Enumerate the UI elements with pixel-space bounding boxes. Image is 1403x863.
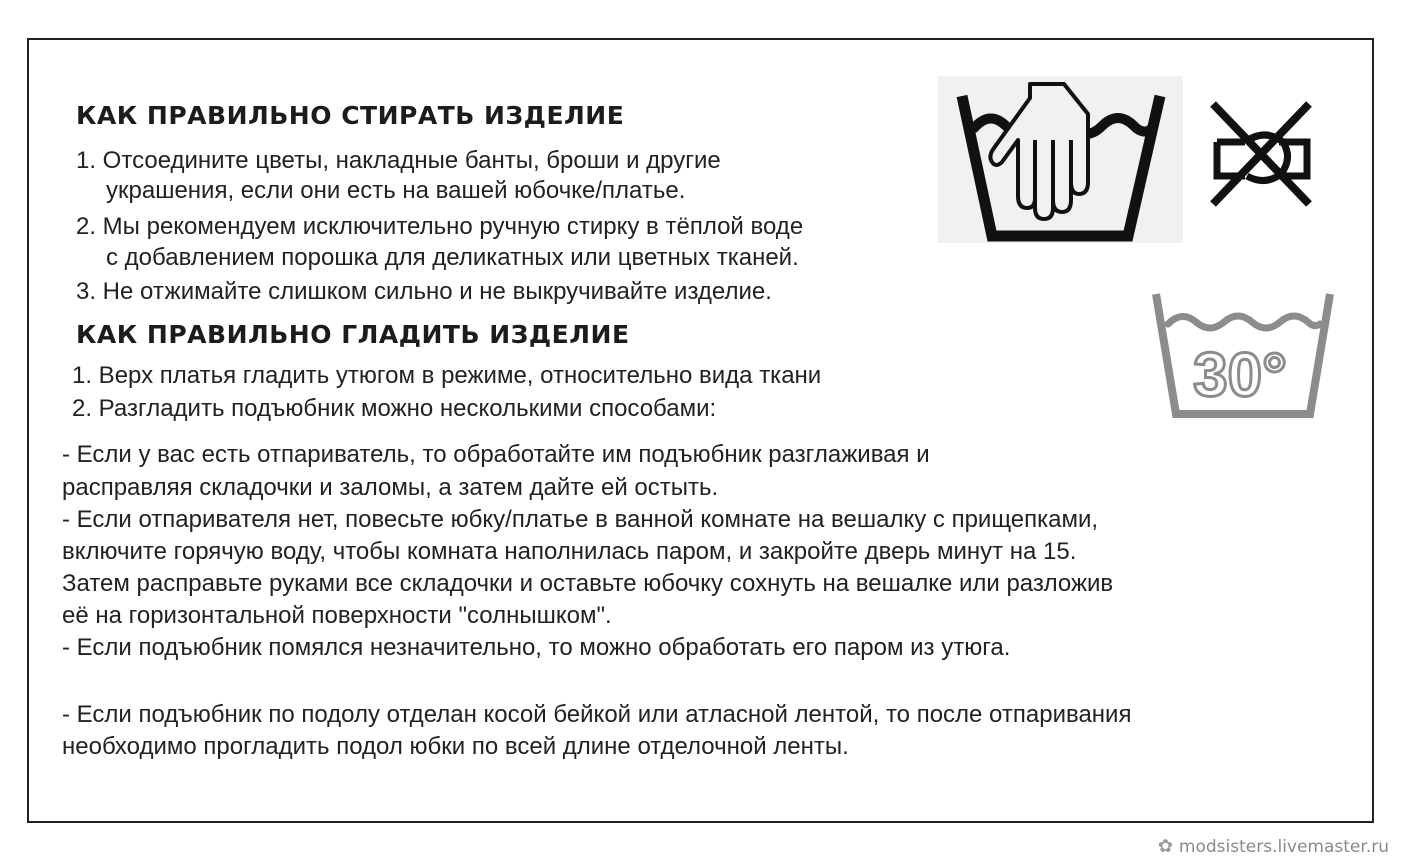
wash-temperature-label: 30° (1193, 341, 1287, 410)
watermark (1158, 836, 1389, 857)
wash-step-1-cont: украшения, если они есть на вашей юбочке/платье. (106, 177, 686, 204)
tip-line-3: - Если отпаривателя нет, повесьте юбку/платье в ванной комнате на вешалку с прищепками, (62, 506, 1099, 533)
wash-heading: КАК ПРАВИЛЬНО СТИРАТЬ ИЗДЕЛИЕ (76, 101, 625, 130)
no-tumble-dry-icon (1203, 98, 1319, 210)
watermark-text: modsisters.livemaster.ru (1178, 836, 1389, 857)
iron-step-1: 1. Верх платья гладить утюгом в режиме, относительно вида ткани (72, 362, 822, 389)
tip-line-6: её на горизонтальной поверхности "солнышком". (62, 602, 612, 629)
tip-line-9: необходимо прогладить подол юбки по всей длине отделочной ленты. (62, 733, 849, 760)
tip-line-1: - Если у вас есть отпариватель, то обработайте им подъюбник разглаживая и (62, 441, 930, 468)
tip-line-2: расправляя складочки и заломы, а затем дайте ей остыть. (62, 474, 719, 501)
wash-step-1: 1. Отсоедините цветы, накладные банты, броши и другие (76, 147, 721, 174)
wash-step-3: 3. Не отжимайте слишком сильно и не выкручивайте изделие. (76, 278, 772, 305)
wash-step-2-cont: с добавлением порошка для деликатных или цветных тканей. (106, 244, 799, 271)
wash-step-2: 2. Мы рекомендуем исключительно ручную стирку в тёплой воде (76, 213, 804, 240)
wash-30-icon (1148, 290, 1338, 420)
iron-step-2: 2. Разгладить подъюбник можно несколькими способами: (72, 395, 717, 422)
tip-line-5: Затем расправьте руками все складочки и оставьте юбочку сохнуть на вешалке или разложив (62, 570, 1114, 597)
hand-wash-icon (938, 76, 1183, 243)
iron-heading: КАК ПРАВИЛЬНО ГЛАДИТЬ ИЗДЕЛИЕ (76, 320, 630, 349)
tip-line-4: включите горячую воду, чтобы комната наполнилась паром, и закройте дверь минут на 15. (62, 538, 1077, 565)
tip-line-8: - Если подъюбник по подолу отделан косой бейкой или атласной лентой, то после отпаривания (62, 701, 1132, 728)
tip-line-7: - Если подъюбник помялся незначительно, то можно обработать его паром из утюга. (62, 634, 1011, 661)
flower-icon: ✿ (1157, 836, 1173, 857)
